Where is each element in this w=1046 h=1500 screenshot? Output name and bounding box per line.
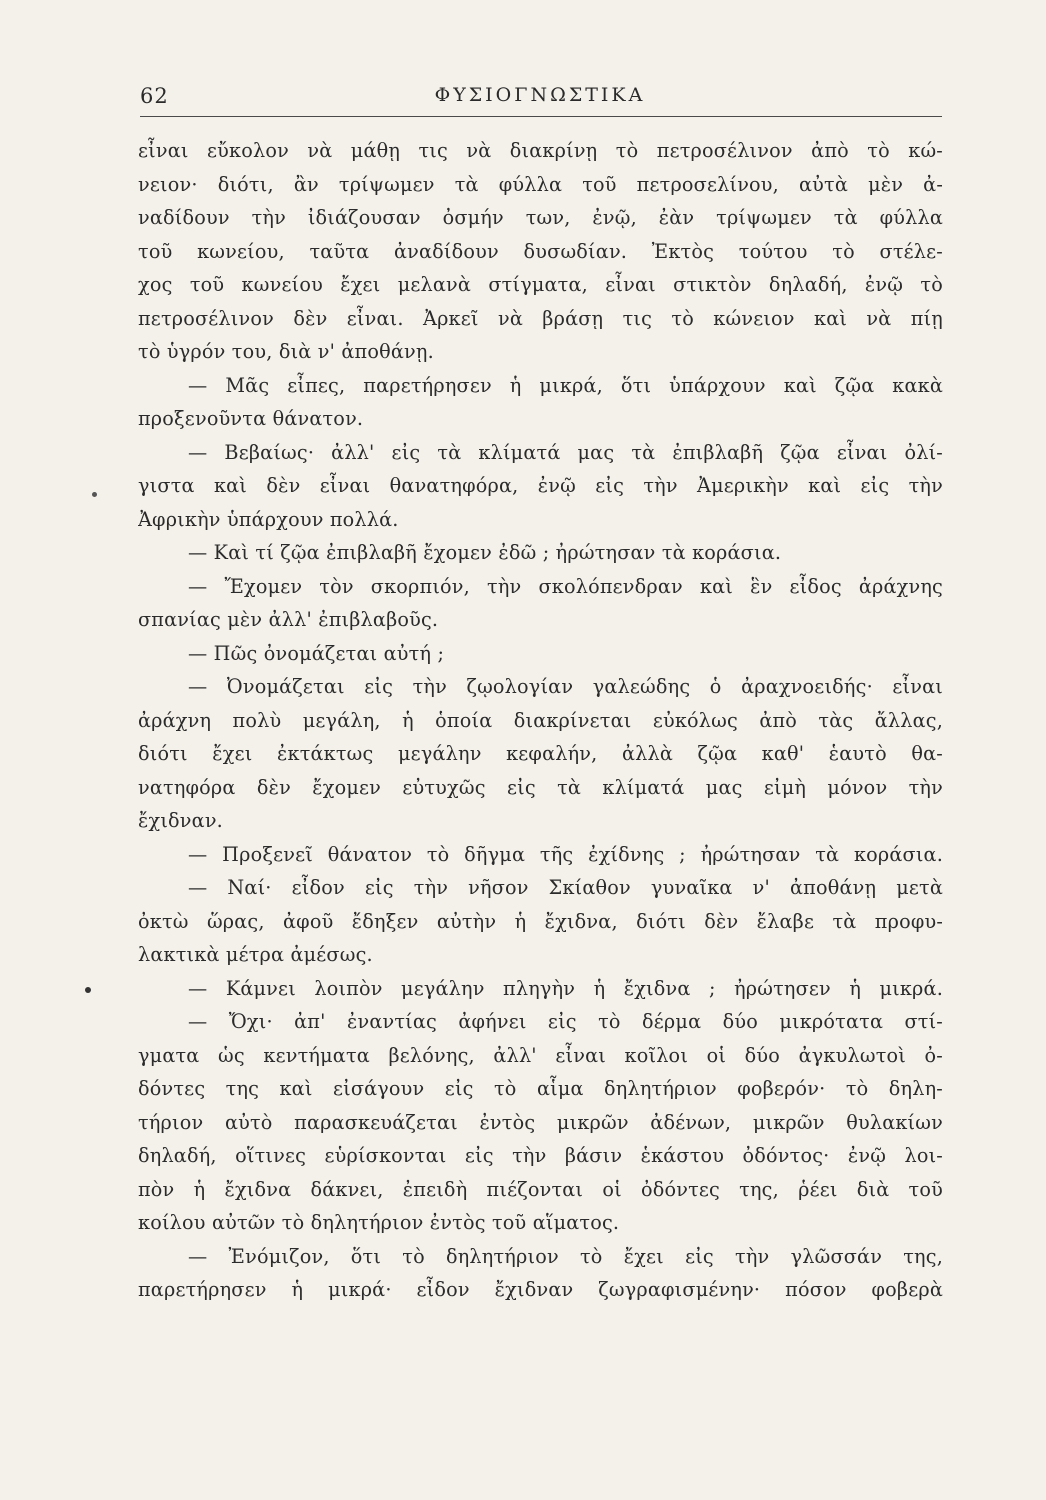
header-rule: [140, 116, 942, 117]
text-line: ἔχιδναν.: [138, 809, 223, 832]
text-body: [138, 134, 943, 1307]
text-line: λακτικὰ μέτρα ἀμέσως.: [138, 943, 373, 966]
text-line: τήριον αὐτὸ παρασκευάζεται ἐντὸς μικρῶν ἀδένων, μικρῶν θυλακίων: [138, 1110, 943, 1134]
text-line: εἶναι εὔκολον νὰ μάθῃ τις νὰ διακρίνῃ τὸ πετροσέλινον ἀπὸ τὸ κώ-: [138, 139, 943, 162]
text-line: κοίλου αὐτῶν τὸ δηλητήριον ἐντὸς τοῦ αἵματος.: [138, 1211, 620, 1234]
text-line: δόντες της καὶ εἰσάγουν εἰς τὸ αἷμα δηλητήριον φοβερόν· τὸ δηλη-: [138, 1077, 943, 1100]
text-line: — Βεβαίως· ἀλλ' εἰς τὰ κλίματά μας τὰ ἐπιβλαβῆ ζῷα εἶναι ὀλί-: [188, 440, 943, 464]
text-line: ναδίδουν τὴν ἰδιάζουσαν ὀσμήν των, ἐνῷ, ἐὰν τρίψωμεν τὰ φύλλα: [138, 206, 943, 229]
text-line: — Ἔχομεν τὸν σκορπιόν, τὴν σκολόπενδραν καὶ ἓν εἶδος ἀράχνης: [188, 574, 943, 598]
page-number: 62: [140, 84, 169, 108]
text-line: πετροσέλινον δὲν εἶναι. Ἀρκεῖ νὰ βράσῃ τις τὸ κώνειον καὶ νὰ πίῃ: [138, 306, 943, 330]
text-line: ὀκτὼ ὥρας, ἀφοῦ ἔδηξεν αὐτὴν ἡ ἔχιδνα, διότι δὲν ἔλαβε τὰ προφυ-: [138, 909, 943, 933]
text-line: νειον· διότι, ἂν τρίψωμεν τὰ φύλλα τοῦ πετροσελίνου, αὐτὰ μὲν ἀ-: [138, 172, 943, 196]
text-line: — Ἐνόμιζον, ὅτι τὸ δηλητήριον τὸ ἔχει εἰς τὴν γλῶσσάν της,: [188, 1244, 943, 1268]
text-line: δηλαδή, οἵτινες εὑρίσκονται εἰς τὴν βάσιν ἑκάστου ὀδόντος· ἐνῷ λοι-: [138, 1144, 943, 1167]
text-line: διότι ἔχει ἐκτάκτως μεγάλην κεφαλήν, ἀλλὰ ζῷα καθ' ἑαυτὸ θα-: [138, 742, 943, 765]
text-line: — Ναί· εἶδον εἰς τὴν νῆσον Σκίαθον γυναῖκα ν' ἀποθάνῃ μετὰ: [188, 876, 943, 899]
text-line: — Κάμνει λοιπὸν μεγάλην πληγὴν ἡ ἔχιδνα ; ἠρώτησεν ἡ μικρά.: [188, 976, 943, 1000]
text-line: προξενοῦντα θάνατον.: [138, 407, 364, 430]
text-line: — Πῶς ὀνομάζεται αὐτή ;: [188, 641, 445, 665]
margin-dot: [92, 492, 97, 497]
text-line: — Καὶ τί ζῷα ἐπιβλαβῆ ἔχομεν ἐδῶ ; ἠρώτησαν τὰ κοράσια.: [188, 541, 782, 564]
text-line: παρετήρησεν ἡ μικρά· εἶδον ἔχιδναν ζωγραφισμένην· πόσον φοβερὰ: [138, 1278, 943, 1301]
text-line: ἀράχνη πολὺ μεγάλη, ἡ ὁποία διακρίνεται εὐκόλως ἀπὸ τὰς ἄλλας,: [138, 708, 943, 732]
text-line: νατηφόρα δὲν ἔχομεν εὐτυχῶς εἰς τὰ κλίματά μας εἰμὴ μόνον τὴν: [138, 775, 943, 799]
text-line: Ἀφρικὴν ὑπάρχουν πολλά.: [138, 507, 399, 531]
margin-dot: [85, 987, 91, 993]
text-line: σπανίας μὲν ἀλλ' ἐπιβλαβοῦς.: [138, 608, 439, 631]
text-line: γιστα καὶ δὲν εἶναι θανατηφόρα, ἐνῷ εἰς τὴν Ἀμερικὴν καὶ εἰς τὴν: [138, 474, 943, 497]
text-line: — Προξενεῖ θάνατον τὸ δῆγμα τῆς ἐχίδνης ; ἠρώτησαν τὰ κοράσια.: [188, 842, 943, 866]
text-line: χος τοῦ κωνείου ἔχει μελανὰ στίγματα, εἶναι στικτὸν δηλαδή, ἐνῷ τὸ: [138, 273, 943, 296]
text-line: — Μᾶς εἶπες, παρετήρησεν ἡ μικρά, ὅτι ὑπάρχουν καὶ ζῷα κακὰ: [188, 373, 943, 397]
text-line: — Ὄχι· ἀπ' ἐναντίας ἀφήνει εἰς τὸ δέρμα δύο μικρότατα στί-: [188, 1010, 943, 1033]
text-line: τοῦ κωνείου, ταῦτα ἀναδίδουν δυσωδίαν. Ἐκτὸς τούτου τὸ στέλε-: [138, 239, 943, 263]
running-title: ΦΥΣΙΟΓΝΩΣΤΙΚΑ: [434, 84, 646, 106]
text-line: γματα ὡς κεντήματα βελόνης, ἀλλ' εἶναι κοῖλοι οἱ δύο ἀγκυλωτοὶ ὀ-: [138, 1043, 943, 1067]
page-header: [140, 82, 940, 116]
text-line: πὸν ἡ ἔχιδνα δάκνει, ἐπειδὴ πιέζονται οἱ ὀδόντες της, ῥέει διὰ τοῦ: [138, 1177, 943, 1201]
text-line: τὸ ὑγρόν του, διὰ ν' ἀποθάνῃ.: [138, 340, 434, 363]
text-line: — Ὀνομάζεται εἰς τὴν ζῳολογίαν γαλεώδης ὁ ἀραχνοειδής· εἶναι: [188, 675, 943, 698]
